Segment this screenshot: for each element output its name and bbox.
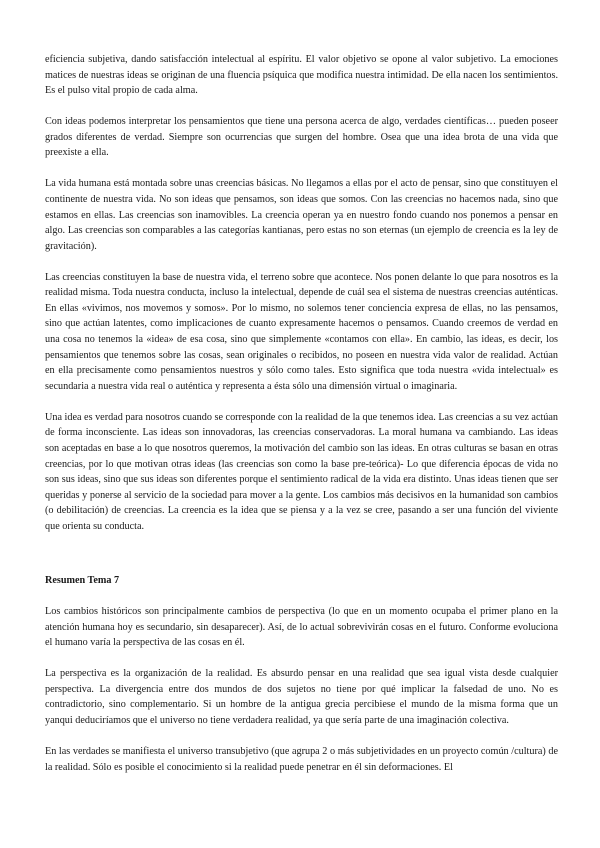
document-page [45,52,558,790]
paragraph: Las creencias constituyen la base de nuestra vida, el terreno sobre que acontece. Nos ponen delante lo que para nosotros es la realidad misma. Toda nuestra conducta, incluso la intelectual, depende de cuál sea el sistema de nuestras creencias auténticas. En ellas «vivimos, nos movemos y somos». Por lo mismo, no solemos tener conciencia expresa de ellas, no las pensamos, sino que actúan latentes, como implicaciones de cuanto expresamente hacemos o pensamos. Cuando creemos de verdad en una cosa no tenemos la «idea» de esa cosa, sino que simplemente «contamos con ella». En cambio, las ideas, es decir, los pensamientos que tenemos sobre las cosas, sean originales o recibidos, no poseen en nuestra vida valor de realidad. Actúan en ella precisamente como pensamientos nuestros y sólo como tales. Esto significa que toda nuestra «vida intelectual» es secundaria a nuestra vida real o auténtica y representa a ésta sólo una dimensión virtual o imaginaria. [45,271,558,392]
paragraph: eficiencia subjetiva, dando satisfacción intelectual al espíritu. El valor objetivo se opone al valor subjetivo. La emociones matices de nuestras ideas se originan de una fluencia psíquica que modifica nuestra intimidad. De ella nacen los sentimientos. Es el pulso vital propio de cada alma. [45,54,558,97]
section-heading: Resumen Tema 7 [45,574,120,586]
paragraph: Con ideas podemos interpretar los pensamientos que tiene una persona acerca de algo, verdades científicas… pueden poseer grados diferentes de verdad. Siempre son ocurrencias que surgen del hombre. Osea que una idea brota de una vida que preexiste a ella. [45,116,558,159]
paragraph: En las verdades se manifiesta el universo transubjetivo (que agrupa 2 o más subjetividades en un proyecto común /cultura) de la realidad. Sólo es posible el conocimiento si la realidad puede penetrar en él sin deformaciones. El [45,745,558,773]
paragraph: Los cambios históricos son principalmente cambios de perspectiva (lo que en un momento ocupaba el primer plano en la atención humana hoy es secundario, sin desaparecer). Así, de lo actual sobrevivirán cosas en el futuro. Conforme evoluciona el humano varía la perspectiva de las cosas en él. [45,605,558,649]
section-spacer [45,550,558,573]
paragraph: Una idea es verdad para nosotros cuando se corresponde con la realidad de la que tenemos idea. Las creencias a su vez actúan de forma inconsciente. Las ideas son innovadoras, las creencias conservadoras. La moral humana va cambiando. Las ideas son aceptadas en base a lo que nosotros queremos, la motivación del cambio son las ideas. En otras culturas se basan en otras creencias, por lo que motivan otras ideas (las creencias son como la base pre-teórica)- Lo que diferencia épocas de vida no son sus ideas, sino que sus ideas son diferentes porque el sentimiento radical de la vida era distinto. Unas ideas tienen que ser queridas y ponerse al servicio de la sociedad para mover a la gente. Los cambios más decisivos en la humanidad son cambios (o debilitación) de creencias. La creencia es la idea que se piensa y a la vez se cree, pasando a ser una función del viviente que orienta su conducta. [45,411,558,532]
paragraph: La vida humana está montada sobre unas creencias básicas. No llegamos a ellas por el acto de pensar, sino que constituyen el continente de nuestra vida. No son ideas que pensamos, son ideas que somos. Con las creencias no hacemos nada, sino que estamos en ellas. Las creencias son inamovibles. La creencia operan ya en nuestro fondo cuando nos ponemos a pensar en algo. Las creencias son comparables a las categorías kantianas, pero estas no son eternas (un ejemplo de creencia es la ley de gravitación). [45,178,558,252]
paragraph: La perspectiva es la organización de la realidad. Es absurdo pensar en una realidad que sea igual vista desde cualquier perspectiva. La divergencia entre dos mundos de dos sujetos no tiene por qué implicar la falsedad de uno. No es contradictorio, sino complementario. Si un hombre de la antigua grecia percibiese el mundo de la misma forma que un yanqui deduciríamos que el universo no tiene verdadera realidad, ya que sería parte de una imaginación colectiva. [45,668,558,726]
